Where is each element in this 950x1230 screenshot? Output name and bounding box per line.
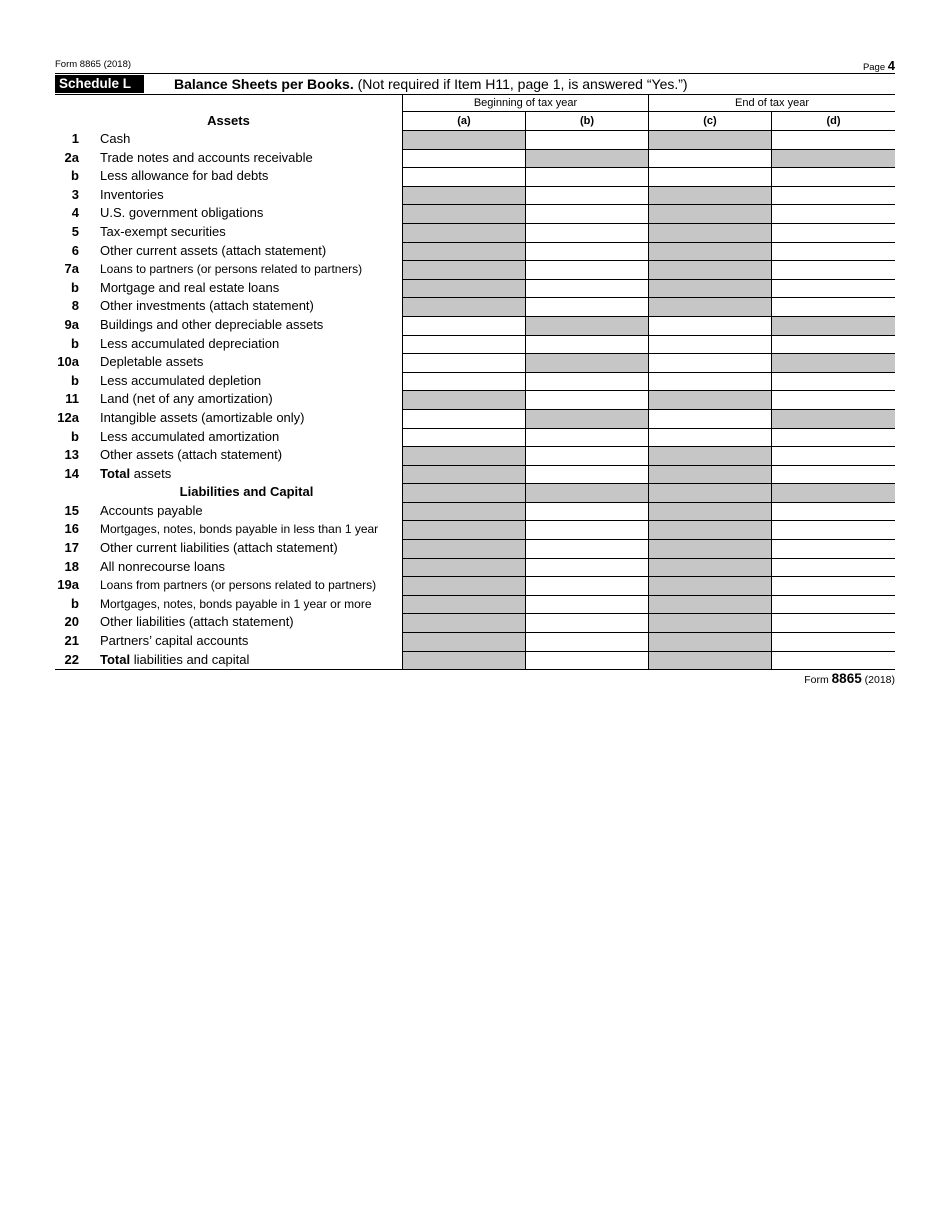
amount-field-b[interactable] bbox=[525, 520, 648, 539]
table-row bbox=[55, 539, 895, 558]
table-row bbox=[55, 632, 895, 651]
shaded-cell-a bbox=[402, 130, 525, 149]
amount-field-d[interactable] bbox=[771, 539, 895, 558]
beginning-of-year-header: Beginning of tax year bbox=[402, 95, 648, 112]
amount-field-a[interactable] bbox=[402, 353, 525, 372]
line-number: b bbox=[71, 428, 79, 444]
amount-field-d[interactable] bbox=[771, 502, 895, 521]
amount-field-c[interactable] bbox=[648, 428, 771, 447]
line-label-text: All nonrecourse loans bbox=[100, 558, 226, 574]
line-number: b bbox=[71, 168, 79, 184]
line-number: 1 bbox=[71, 131, 79, 146]
amount-field-a[interactable] bbox=[402, 149, 525, 168]
line-number: 4 bbox=[71, 205, 79, 221]
table-row bbox=[55, 186, 895, 205]
shaded-cell-d bbox=[771, 483, 895, 502]
section-heading: Liabilities and Capital bbox=[179, 484, 314, 500]
line-label-text: Cash bbox=[100, 131, 131, 146]
shaded-cell-a bbox=[402, 483, 525, 502]
table-row bbox=[55, 353, 895, 372]
shaded-cell-a bbox=[402, 632, 525, 651]
shaded-cell-b bbox=[525, 316, 648, 335]
line-label-text: Less allowance for bad debts bbox=[100, 168, 269, 184]
line-label-text: Tax-exempt securities bbox=[100, 223, 226, 239]
table-row bbox=[55, 613, 895, 632]
shaded-cell-a bbox=[402, 595, 525, 614]
table-row bbox=[55, 372, 895, 391]
shaded-cell-d bbox=[771, 316, 895, 335]
line-number: 18 bbox=[64, 558, 79, 574]
line-label-text: liabilities and capital bbox=[130, 651, 250, 667]
line-label bbox=[100, 223, 400, 242]
shaded-cell-c bbox=[648, 279, 771, 298]
line-label bbox=[100, 595, 400, 614]
shaded-cell-c bbox=[648, 613, 771, 632]
line-number: 14 bbox=[64, 465, 79, 481]
line-label bbox=[100, 242, 400, 261]
amount-field-d[interactable] bbox=[771, 613, 895, 632]
shaded-cell-c bbox=[648, 297, 771, 316]
shaded-cell-a bbox=[402, 651, 525, 670]
table-row bbox=[55, 260, 895, 279]
line-label bbox=[100, 502, 400, 521]
page-number-label bbox=[863, 58, 895, 73]
assets-heading: Assets bbox=[207, 113, 250, 128]
line-label-text: Trade notes and accounts receivable bbox=[100, 149, 313, 165]
line-number: b bbox=[71, 335, 79, 351]
table-row bbox=[55, 242, 895, 261]
shaded-cell-c bbox=[648, 595, 771, 614]
column-d-header: (d) bbox=[771, 112, 895, 130]
amount-field-b[interactable] bbox=[525, 595, 648, 614]
end-of-year-header: End of tax year bbox=[648, 95, 895, 112]
line-label bbox=[100, 613, 400, 632]
amount-field-d[interactable] bbox=[771, 446, 895, 465]
amount-field-a[interactable] bbox=[402, 409, 525, 428]
amount-field-b[interactable] bbox=[525, 576, 648, 595]
amount-field-b[interactable] bbox=[525, 613, 648, 632]
line-label bbox=[100, 316, 400, 335]
line-label-text: Depletable assets bbox=[100, 354, 204, 370]
amount-field-b[interactable] bbox=[525, 186, 648, 205]
table-row bbox=[55, 390, 895, 409]
line-label bbox=[100, 465, 400, 484]
shaded-cell-d bbox=[771, 353, 895, 372]
line-label bbox=[100, 651, 400, 670]
amount-field-d[interactable] bbox=[771, 595, 895, 614]
amount-field-d[interactable] bbox=[771, 651, 895, 670]
amount-field-b[interactable] bbox=[525, 651, 648, 670]
page-header bbox=[55, 58, 895, 72]
footer-form-prefix: Form bbox=[804, 674, 829, 686]
line-label-text: Partners’ capital accounts bbox=[100, 633, 249, 649]
amount-field-b[interactable] bbox=[525, 372, 648, 391]
table-row bbox=[55, 520, 895, 539]
table-row bbox=[55, 502, 895, 521]
line-label-text: Inventories bbox=[100, 186, 164, 202]
line-label-text: Mortgage and real estate loans bbox=[100, 279, 280, 295]
line-number: 20 bbox=[64, 614, 79, 630]
line-label bbox=[100, 297, 400, 316]
line-number: 17 bbox=[64, 540, 79, 556]
shaded-cell-c bbox=[648, 576, 771, 595]
shaded-cell-c bbox=[648, 242, 771, 261]
line-label-bold: Total bbox=[100, 651, 131, 667]
amount-field-d[interactable] bbox=[771, 335, 895, 354]
schedule-title-note: (Not required if Item H11, page 1, is answered “Yes.”) bbox=[353, 76, 688, 92]
line-label bbox=[100, 428, 400, 447]
shaded-cell-c bbox=[648, 558, 771, 577]
schedule-heading bbox=[55, 73, 895, 94]
shaded-cell-a bbox=[402, 242, 525, 261]
table-row bbox=[55, 335, 895, 354]
line-label bbox=[100, 558, 400, 577]
shaded-cell-a bbox=[402, 576, 525, 595]
line-number: b bbox=[71, 279, 79, 295]
amount-field-d[interactable] bbox=[771, 130, 895, 149]
line-label bbox=[100, 260, 400, 279]
line-label-text: Buildings and other depreciable assets bbox=[100, 316, 324, 332]
line-label-text: Loans from partners (or persons related to partners) bbox=[100, 578, 377, 593]
amount-field-d[interactable] bbox=[771, 223, 895, 242]
line-number: 15 bbox=[64, 502, 79, 518]
page-prefix: Page bbox=[862, 62, 886, 73]
line-number: 8 bbox=[71, 298, 79, 314]
amount-field-d[interactable] bbox=[771, 297, 895, 316]
amount-field-a[interactable] bbox=[402, 335, 525, 354]
shaded-cell-c bbox=[648, 390, 771, 409]
line-number: 22 bbox=[64, 651, 79, 667]
shaded-cell-a bbox=[402, 186, 525, 205]
table-row bbox=[55, 297, 895, 316]
table-bottom-rule bbox=[55, 669, 895, 670]
amount-field-b[interactable] bbox=[525, 130, 648, 149]
shaded-cell-a bbox=[402, 613, 525, 632]
amount-field-a[interactable] bbox=[402, 428, 525, 447]
line-number: 12a bbox=[57, 409, 79, 425]
amount-field-c[interactable] bbox=[648, 149, 771, 168]
line-number: 7a bbox=[64, 261, 79, 277]
amount-field-b[interactable] bbox=[525, 223, 648, 242]
footer-year: (2018) bbox=[864, 674, 895, 686]
shaded-cell-a bbox=[402, 465, 525, 484]
amount-field-b[interactable] bbox=[525, 446, 648, 465]
shaded-cell-a bbox=[402, 539, 525, 558]
shaded-cell-d bbox=[771, 149, 895, 168]
line-label bbox=[100, 372, 400, 391]
shaded-cell-c bbox=[648, 465, 771, 484]
shaded-cell-a bbox=[402, 279, 525, 298]
table-row bbox=[55, 409, 895, 428]
table-row bbox=[55, 465, 895, 484]
line-label bbox=[100, 520, 400, 539]
shaded-cell-c bbox=[648, 186, 771, 205]
line-number: 16 bbox=[64, 521, 79, 537]
line-label bbox=[100, 186, 400, 205]
amount-field-d[interactable] bbox=[771, 372, 895, 391]
shaded-cell-c bbox=[648, 483, 771, 502]
shaded-cell-c bbox=[648, 204, 771, 223]
shaded-cell-a bbox=[402, 520, 525, 539]
footer-form-number: 8865 bbox=[831, 671, 862, 686]
amount-field-d[interactable] bbox=[771, 520, 895, 539]
shaded-cell-c bbox=[648, 632, 771, 651]
line-number: 2a bbox=[64, 149, 79, 165]
line-label bbox=[100, 353, 400, 372]
amount-field-c[interactable] bbox=[648, 316, 771, 335]
line-number: 6 bbox=[71, 242, 79, 258]
shaded-cell-c bbox=[648, 539, 771, 558]
table-row bbox=[55, 279, 895, 298]
shaded-cell-a bbox=[402, 558, 525, 577]
amount-field-a[interactable] bbox=[402, 316, 525, 335]
line-label bbox=[100, 539, 400, 558]
amount-field-b[interactable] bbox=[525, 539, 648, 558]
line-number: 11 bbox=[65, 391, 79, 407]
line-label bbox=[100, 279, 400, 298]
column-c-header: (c) bbox=[648, 112, 771, 130]
shaded-cell-a bbox=[402, 390, 525, 409]
table-row bbox=[55, 651, 895, 670]
amount-field-c[interactable] bbox=[648, 335, 771, 354]
line-number: 21 bbox=[64, 633, 79, 649]
amount-field-b[interactable] bbox=[525, 465, 648, 484]
amount-field-d[interactable] bbox=[771, 167, 895, 186]
amount-field-b[interactable] bbox=[525, 390, 648, 409]
shaded-cell-a bbox=[402, 204, 525, 223]
shaded-cell-c bbox=[648, 520, 771, 539]
amount-field-c[interactable] bbox=[648, 353, 771, 372]
line-number: 10a bbox=[57, 354, 79, 370]
line-label bbox=[100, 130, 400, 149]
shaded-cell-c bbox=[648, 446, 771, 465]
line-label-bold: Total bbox=[100, 465, 131, 481]
line-label-text: Other assets (attach statement) bbox=[100, 447, 283, 463]
line-label-text: Other current assets (attach statement) bbox=[100, 242, 327, 258]
line-number: b bbox=[71, 595, 79, 611]
form-label: Form 8865 (2018) bbox=[55, 59, 132, 70]
line-label bbox=[100, 632, 400, 651]
amount-field-b[interactable] bbox=[525, 428, 648, 447]
shaded-cell-c bbox=[648, 223, 771, 242]
table-row bbox=[55, 204, 895, 223]
shaded-cell-a bbox=[402, 297, 525, 316]
column-a-header: (a) bbox=[402, 112, 525, 130]
amount-field-d[interactable] bbox=[771, 279, 895, 298]
amount-field-b[interactable] bbox=[525, 502, 648, 521]
shaded-cell-c bbox=[648, 130, 771, 149]
column-header-row bbox=[55, 94, 895, 130]
line-number: 13 bbox=[64, 447, 79, 463]
page-number: 4 bbox=[887, 58, 895, 73]
amount-field-d[interactable] bbox=[771, 632, 895, 651]
amount-field-c[interactable] bbox=[648, 167, 771, 186]
line-label-text: U.S. government obligations bbox=[100, 205, 264, 221]
line-label bbox=[100, 149, 400, 168]
line-label bbox=[100, 576, 400, 595]
shaded-cell-b bbox=[525, 409, 648, 428]
table-row bbox=[55, 316, 895, 335]
table-row bbox=[55, 130, 895, 149]
line-label bbox=[100, 446, 400, 465]
line-label-text: Other current liabilities (attach statement) bbox=[100, 540, 338, 556]
line-label bbox=[100, 390, 400, 409]
table-row bbox=[55, 149, 895, 168]
line-label-text: Intangible assets (amortizable only) bbox=[100, 409, 305, 425]
amount-field-d[interactable] bbox=[771, 390, 895, 409]
amount-field-c[interactable] bbox=[648, 409, 771, 428]
amount-field-b[interactable] bbox=[525, 204, 648, 223]
shaded-cell-a bbox=[402, 446, 525, 465]
amount-field-d[interactable] bbox=[771, 260, 895, 279]
line-number: 5 bbox=[71, 223, 79, 239]
shaded-cell-c bbox=[648, 651, 771, 670]
line-label-text: Less accumulated depreciation bbox=[100, 335, 280, 351]
amount-field-d[interactable] bbox=[771, 186, 895, 205]
line-number: b bbox=[71, 372, 79, 388]
amount-field-c[interactable] bbox=[648, 372, 771, 391]
amount-field-d[interactable] bbox=[771, 428, 895, 447]
line-number: 19a bbox=[57, 577, 79, 593]
schedule-title bbox=[174, 75, 688, 93]
line-label-text: Land (net of any amortization) bbox=[100, 391, 273, 407]
line-label-text: Less accumulated depletion bbox=[100, 372, 262, 388]
line-label-text: Mortgages, notes, bonds payable in less than 1 year bbox=[100, 522, 379, 537]
line-label bbox=[100, 335, 400, 354]
schedule-tag: Schedule L bbox=[55, 75, 144, 93]
column-b-header: (b) bbox=[525, 112, 648, 130]
line-label-text: Other investments (attach statement) bbox=[100, 298, 314, 314]
table-row bbox=[55, 558, 895, 577]
table-row bbox=[55, 595, 895, 614]
amount-field-b[interactable] bbox=[525, 242, 648, 261]
shaded-cell-d bbox=[771, 409, 895, 428]
amount-field-b[interactable] bbox=[525, 260, 648, 279]
shaded-cell-b bbox=[525, 353, 648, 372]
amount-field-b[interactable] bbox=[525, 632, 648, 651]
line-label-text: Other liabilities (attach statement) bbox=[100, 614, 294, 630]
table-body bbox=[55, 130, 895, 669]
amount-field-b[interactable] bbox=[525, 167, 648, 186]
table-row bbox=[55, 576, 895, 595]
page-footer bbox=[804, 671, 895, 686]
shaded-cell-a bbox=[402, 260, 525, 279]
shaded-cell-b bbox=[525, 483, 648, 502]
amount-field-b[interactable] bbox=[525, 297, 648, 316]
table-row bbox=[55, 167, 895, 186]
line-number: 3 bbox=[71, 186, 79, 202]
amount-field-b[interactable] bbox=[525, 558, 648, 577]
line-label bbox=[100, 409, 400, 428]
amount-field-d[interactable] bbox=[771, 465, 895, 484]
table-row bbox=[55, 446, 895, 465]
line-label-text: Mortgages, notes, bonds payable in 1 year or more bbox=[100, 596, 372, 611]
line-label-text: Less accumulated amortization bbox=[100, 428, 280, 444]
amount-field-d[interactable] bbox=[771, 558, 895, 577]
amount-field-d[interactable] bbox=[771, 576, 895, 595]
line-label-text: Loans to partners (or persons related to partners) bbox=[100, 262, 363, 277]
amount-field-b[interactable] bbox=[525, 335, 648, 354]
amount-field-d[interactable] bbox=[771, 242, 895, 261]
amount-field-d[interactable] bbox=[771, 204, 895, 223]
line-label-text: assets bbox=[130, 465, 172, 481]
line-label bbox=[100, 204, 400, 223]
balance-sheet-table bbox=[55, 94, 895, 669]
shaded-cell-c bbox=[648, 502, 771, 521]
line-number: 9a bbox=[64, 316, 79, 332]
shaded-cell-b bbox=[525, 149, 648, 168]
line-label-text: Accounts payable bbox=[100, 502, 203, 518]
amount-field-a[interactable] bbox=[402, 167, 525, 186]
line-label bbox=[100, 167, 400, 186]
shaded-cell-c bbox=[648, 260, 771, 279]
amount-field-b[interactable] bbox=[525, 279, 648, 298]
table-row bbox=[55, 428, 895, 447]
table-row bbox=[55, 223, 895, 242]
schedule-title-bold: Balance Sheets per Books. bbox=[174, 76, 354, 92]
shaded-cell-a bbox=[402, 223, 525, 242]
amount-field-a[interactable] bbox=[402, 372, 525, 391]
table-row bbox=[55, 483, 895, 502]
shaded-cell-a bbox=[402, 502, 525, 521]
